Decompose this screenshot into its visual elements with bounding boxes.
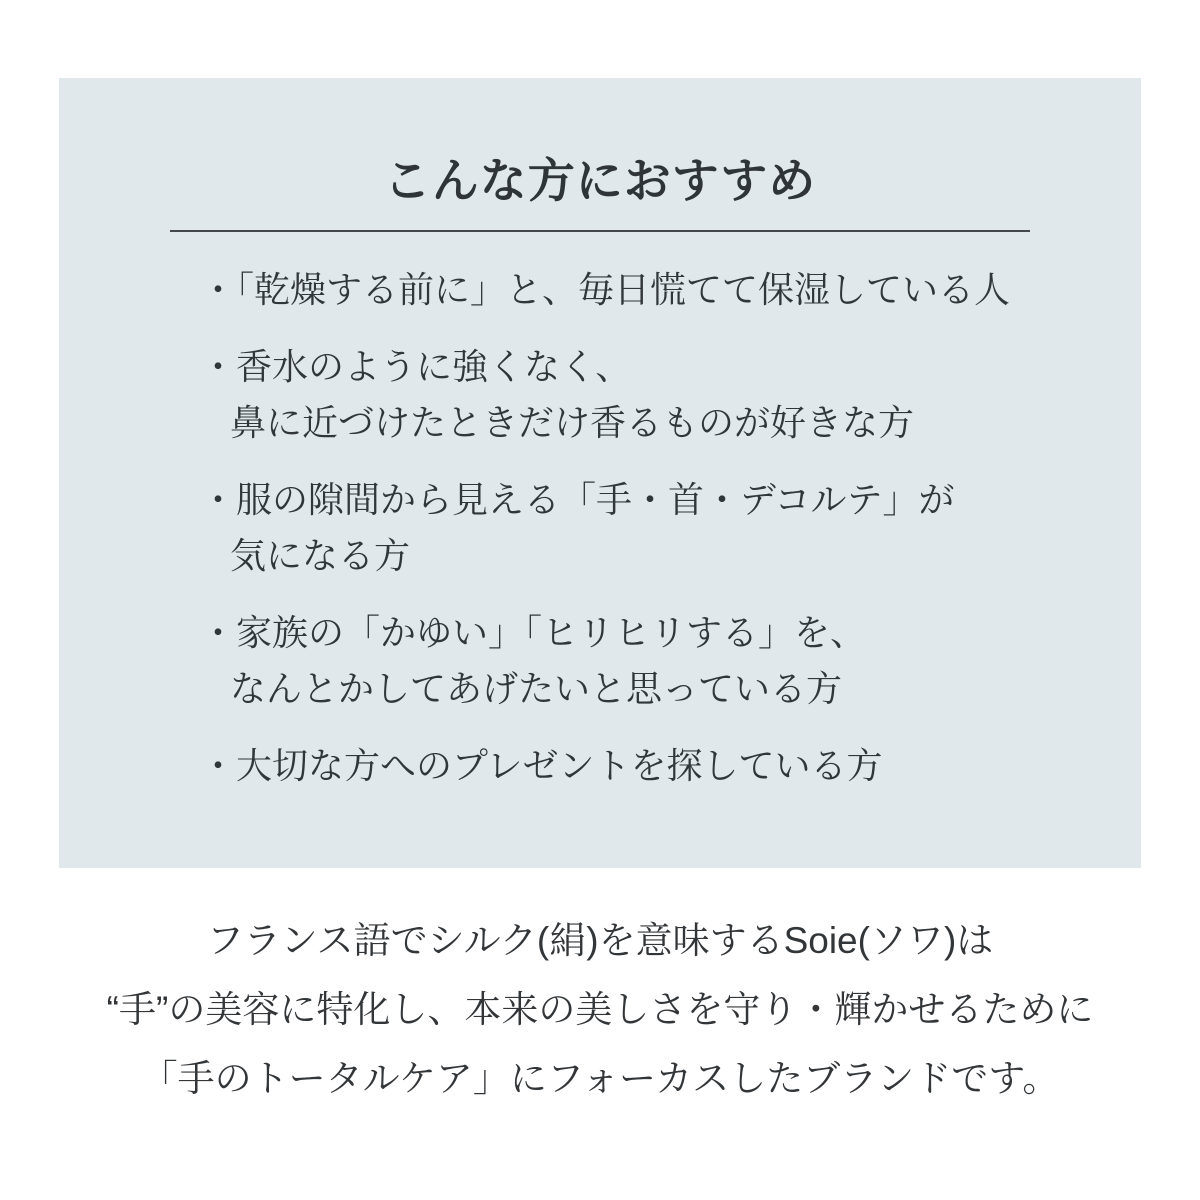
list-item-line: ・香水のように強くなく、 [200,346,632,387]
recommendation-list [200,262,1141,794]
list-item [200,339,1141,451]
list-item [200,605,1141,717]
brand-description [0,906,1200,1113]
brand-description-line: フランス語でシルク(絹)を意味するSoie(ソワ)は [206,920,994,961]
list-item-line: 気になる方 [230,535,411,576]
list-item [200,738,1141,794]
list-item-line: ・家族の「かゆい」「ヒリヒリする」を、 [200,612,867,653]
list-item-line: 鼻に近づけたときだけ香るものが好きな方 [230,402,915,443]
list-item-line: なんとかしてあげたいと思っている方 [230,668,843,709]
list-item-line: ・「乾燥する前に」と、毎日慌てて保湿している人 [200,269,1011,310]
panel-title: こんな方におすすめ [383,154,817,207]
list-item [200,262,1141,318]
brand-description-line: “手”の美容に特化し、本来の美しさを守り・輝かせるために [106,989,1094,1030]
brand-description-line: 「手のトータルケア」にフォーカスしたブランドです。 [140,1058,1060,1099]
list-item-line: ・服の隙間から見える「手・首・デコルテ」が [200,479,955,520]
list-item [200,472,1141,584]
list-item-line: ・大切な方へのプレゼントを探している方 [200,745,883,786]
title-divider [170,230,1030,232]
recommendation-panel [59,78,1141,868]
